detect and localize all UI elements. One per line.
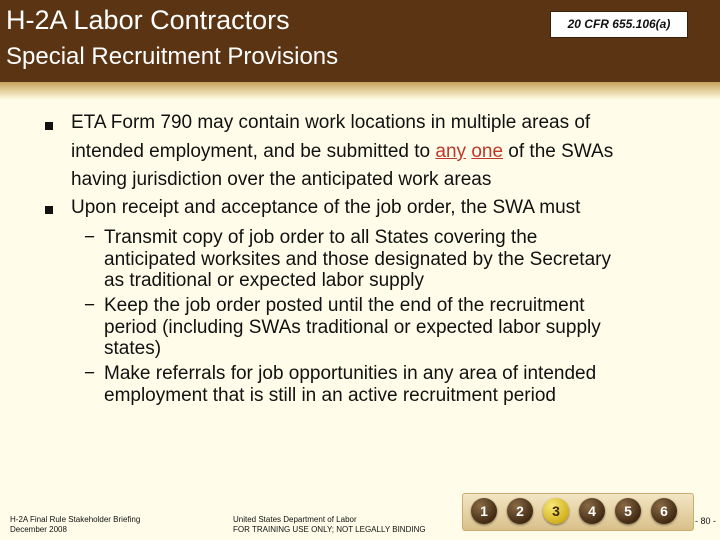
sub-bullet-line: Transmit copy of job order to all States covering the [104,227,538,248]
page-button-4[interactable]: 4 [579,498,605,524]
bullet-line: ETA Form 790 may contain work locations in multiple areas of [71,112,591,133]
dash-icon: − [84,363,96,384]
footer-agency [233,515,426,535]
cfr-citation-box: 20 CFR 655.106(a) [550,11,688,38]
bullet-line [71,141,613,163]
sub-bullet-line: anticipated worksites and those designated by the Secretary [104,249,611,270]
square-bullet-icon [45,206,53,214]
square-bullet-icon [45,122,53,130]
section-pager [462,488,694,534]
slide-subtitle: Special Recruitment Provisions [6,43,339,70]
dash-icon: − [84,295,96,316]
sub-bullet-line: as traditional or expected labor supply [104,270,425,291]
page-button-1[interactable]: 1 [471,498,497,524]
bullet-text: of the SWAs [503,141,614,162]
sub-bullet-line: Make referrals for job opportunities in any area of intended [104,363,597,384]
page-number: - 80 - [695,516,717,526]
sub-bullet-line: employment that is still in an active recruitment period [104,385,556,406]
footer-date: December 2008 [10,525,67,534]
emphasis-any: any [435,141,467,162]
sub-bullet-line: Keep the job order posted until the end of the recruitment [104,295,585,316]
footer-briefing-title: H-2A Final Rule Stakeholder Briefing [10,515,141,524]
sub-bullet-line: states) [104,338,162,359]
footer-briefing [10,515,140,535]
page-button-5[interactable]: 5 [615,498,641,524]
emphasis-one: one [471,141,504,162]
page-button-6[interactable]: 6 [651,498,677,524]
bullet-line: Upon receipt and acceptance of the job order, the SWA must [71,197,581,218]
footer-agency-name: United States Department of Labor [233,515,357,524]
footer-disclaimer: FOR TRAINING USE ONLY; NOT LEGALLY BINDING [233,525,426,534]
slide-title: H-2A Labor Contractors [6,5,290,35]
page-button-3[interactable]: 3 [543,498,569,524]
bullet-text: intended employment, and be submitted to [71,141,436,162]
dash-icon: − [84,227,96,248]
sub-bullet-line: period (including SWAs traditional or expected labor supply [104,317,601,338]
header-accent-bar [0,82,720,100]
bullet-line: having jurisdiction over the anticipated work areas [71,169,492,190]
header-bar [0,0,720,82]
page-button-2[interactable]: 2 [507,498,533,524]
